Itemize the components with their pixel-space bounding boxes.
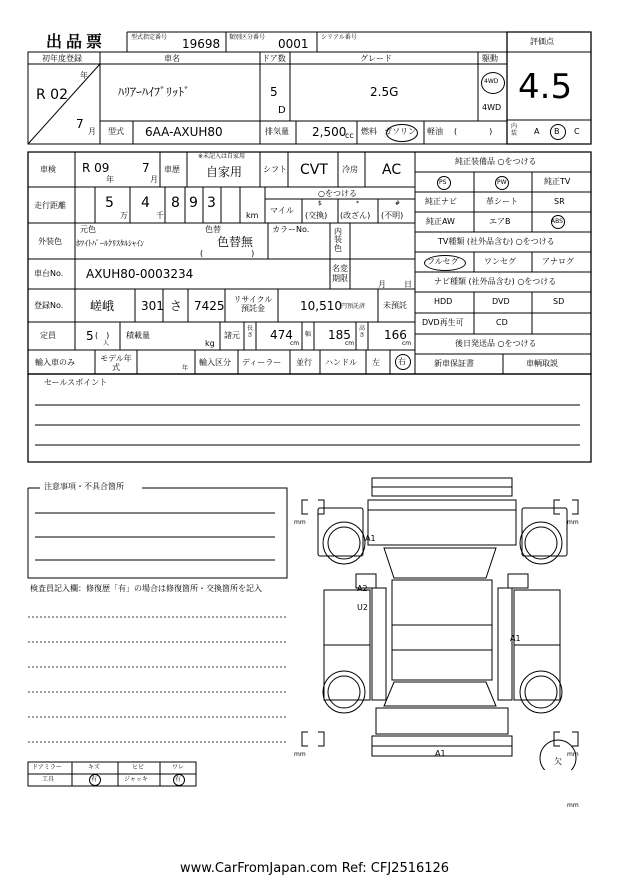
fuel-value: ガソリン bbox=[384, 127, 416, 136]
unknown-label: (不明) bbox=[381, 211, 404, 220]
height-unit: cm bbox=[402, 340, 412, 347]
model-cert-label: 型式指定番号 bbox=[131, 34, 168, 41]
tv-fullseg: フルセグ bbox=[427, 257, 459, 266]
diagram-mm-rl: mm bbox=[294, 751, 306, 758]
inspection-year: R 09 bbox=[82, 161, 110, 175]
width-unit: cm bbox=[345, 340, 355, 347]
notes-label: 注意事項・不具合箇所 bbox=[44, 482, 124, 491]
inspection-label: 車検 bbox=[40, 165, 56, 174]
later-shipment-title: 後日発送品 ○をつける bbox=[455, 339, 537, 348]
chassis-label: 車台No. bbox=[34, 269, 64, 278]
ac-label: 冷房 bbox=[342, 165, 358, 174]
tv-analog: アナログ bbox=[542, 257, 574, 266]
car-name-label: 車名 bbox=[164, 54, 180, 63]
diesel-label: 軽油 bbox=[427, 127, 443, 136]
navi-dvd: DVD bbox=[492, 297, 510, 306]
handle-left: 左 bbox=[372, 358, 380, 367]
width-label: 幅 bbox=[305, 331, 312, 338]
inspector-label: 検査員記入欄：修復歴「有」の場合は修復箇所・交換箇所を記入 bbox=[30, 584, 262, 593]
equip-pw: PW bbox=[497, 179, 507, 186]
recycle-unit: 円預託済 bbox=[341, 303, 366, 310]
navi-hdd: HDD bbox=[434, 297, 453, 306]
chassis-no: AXUH80-0003234 bbox=[86, 267, 194, 281]
mileage-unit-km: km bbox=[246, 211, 259, 220]
fuel-label: 燃料 bbox=[361, 127, 377, 136]
grade: 2.5G bbox=[370, 85, 399, 99]
capacity-label: 定員 bbox=[40, 331, 56, 340]
doors-label: ドア数 bbox=[262, 54, 286, 63]
grade-label: グレード bbox=[360, 54, 392, 63]
model-year-label: モデル年式 bbox=[100, 354, 132, 373]
evaluation-score: 4.5 bbox=[518, 67, 573, 107]
ac-value: AC bbox=[382, 162, 402, 178]
equip-leather-seat: 革シート bbox=[486, 197, 518, 206]
later-manual: 車輌取説 bbox=[526, 359, 558, 368]
spare-missing-mark: 欠 bbox=[554, 757, 562, 766]
length-unit: cm bbox=[290, 340, 300, 347]
tools-tool-value: 有 bbox=[91, 776, 98, 783]
sales-point-label: セールスポイント bbox=[44, 378, 108, 387]
handle-right: 右 bbox=[398, 357, 406, 366]
color-label: 外装色 bbox=[38, 237, 62, 246]
drive-other: 4WD bbox=[482, 103, 502, 112]
first-reg-label: 初年度登録 bbox=[42, 54, 82, 63]
later-warranty: 新車保証書 bbox=[434, 359, 474, 368]
damage-mark-5: A1 bbox=[435, 749, 446, 758]
interior-a: A bbox=[534, 127, 540, 136]
import-label: 輸入車のみ bbox=[35, 358, 75, 367]
equip-abs: ABS bbox=[551, 218, 563, 225]
tools-crack: ヒビ bbox=[132, 764, 145, 771]
first-reg-month: 7 bbox=[76, 117, 84, 131]
footer-reference: www.CarFromJapan.com Ref: CFJ2516126 bbox=[180, 861, 450, 876]
damage-mark-4: A1 bbox=[510, 634, 521, 643]
form-title: 出品票 bbox=[46, 32, 107, 51]
tv-oneseg: ワンセグ bbox=[484, 257, 516, 266]
recycle-unpaid: 未預託 bbox=[383, 301, 407, 310]
capacity-value: 5 bbox=[86, 329, 94, 343]
load-label: 積載量 bbox=[126, 331, 150, 340]
first-reg-year: R 02 bbox=[36, 87, 68, 103]
car-name: ﾊﾘｱｰﾊｲﾌﾞﾘｯﾄﾞ bbox=[118, 85, 191, 99]
equip-genuine-aw: 純正AW bbox=[426, 217, 455, 226]
damage-mark-3: U2 bbox=[357, 603, 368, 612]
length-label: 長さ bbox=[247, 325, 254, 339]
drive-label: 駆動 bbox=[482, 54, 498, 63]
capacity-paren: ( ) bbox=[95, 331, 110, 340]
interior-b: B bbox=[554, 127, 560, 136]
shift-label: シフト bbox=[263, 165, 287, 174]
class-label: 類別区分番号 bbox=[229, 34, 266, 41]
navi-cd: CD bbox=[496, 318, 508, 327]
mileage-digit-5: 3 bbox=[207, 195, 216, 211]
history-label: 車歴 bbox=[164, 165, 180, 174]
shift-value: CVT bbox=[300, 162, 328, 178]
model-year-unit: 年 bbox=[182, 365, 189, 372]
mileage-digit-4: 9 bbox=[189, 195, 198, 211]
diagram-mm-rr: mm bbox=[567, 751, 579, 758]
mileage-circle-note: ○をつける bbox=[318, 189, 357, 198]
navi-type-title: ナビ種類 (社外品含む) ○をつける bbox=[434, 277, 557, 286]
model-label: 型式 bbox=[108, 127, 124, 136]
inspection-year-unit: 年 bbox=[106, 175, 114, 184]
doors-type: D bbox=[278, 105, 286, 116]
name-change-month: 月 bbox=[378, 280, 386, 289]
first-reg-month-unit: 月 bbox=[88, 127, 96, 136]
navi-sd: SD bbox=[553, 297, 565, 306]
diagram-mm-fl: mm bbox=[294, 519, 306, 526]
color-no-label: カラーNo. bbox=[272, 225, 310, 234]
displacement: 2,500 bbox=[312, 125, 347, 139]
diesel-bracket: ( ) bbox=[454, 127, 493, 136]
color-change-bracket: ( ) bbox=[200, 249, 255, 258]
mileage-unit-mile: マイル bbox=[270, 206, 294, 215]
interior-c: C bbox=[574, 127, 580, 136]
cc-unit: cc bbox=[345, 131, 354, 140]
orig-color-label: 元色 bbox=[80, 225, 96, 234]
height-label: 高さ bbox=[359, 325, 366, 339]
load-unit: kg bbox=[205, 339, 215, 348]
handle-label: ハンドル bbox=[325, 358, 357, 367]
diagram-mm-fr: mm bbox=[567, 519, 579, 526]
orig-color: ﾎﾜｲﾄﾊﾟｰﾙｸﾘｽﾀﾙｼｬｲﾝ bbox=[76, 239, 144, 248]
navi-dvd-play: DVD再生可 bbox=[422, 318, 464, 327]
inspection-month-unit: 月 bbox=[150, 175, 158, 184]
score-label: 評価点 bbox=[530, 37, 554, 46]
tools-break: ワレ bbox=[172, 764, 185, 771]
name-change-label: 名変期限 bbox=[332, 264, 348, 283]
serial-label: シリアル番号 bbox=[321, 34, 357, 41]
model-cert-no: 19698 bbox=[182, 37, 221, 51]
plate-area: 嵯峨 bbox=[90, 299, 115, 313]
doors-count: 5 bbox=[270, 85, 278, 99]
length-value: 474 bbox=[270, 328, 293, 342]
equip-genuine-navi: 純正ナビ bbox=[425, 197, 457, 206]
interior-label: 内装 bbox=[511, 123, 518, 137]
model-code: 6AA-AXUH80 bbox=[145, 125, 223, 139]
mileage-digit-3: 8 bbox=[171, 195, 180, 211]
equip-airbag: エアB bbox=[489, 217, 511, 226]
mileage-unit-man: 万 bbox=[120, 211, 128, 220]
damage-mark-2: A2 bbox=[357, 584, 368, 593]
unknown-mark: # bbox=[395, 200, 401, 207]
displacement-label: 排気量 bbox=[265, 127, 289, 136]
mileage-digit-2: 4 bbox=[141, 195, 150, 211]
tamper-label: (改ざん) bbox=[340, 211, 371, 220]
tools-jack-label: ジャッキ bbox=[124, 776, 148, 783]
width-value: 185 bbox=[328, 328, 351, 342]
inspection-month: 7 bbox=[142, 161, 150, 175]
exchange-label: (交換) bbox=[305, 211, 328, 220]
equip-genuine-tv: 純正TV bbox=[544, 177, 571, 186]
mileage-digit-1: 5 bbox=[105, 195, 114, 211]
tools-tool-label: 工具 bbox=[42, 776, 55, 783]
capacity-unit: 人 bbox=[103, 340, 110, 347]
name-change-day: 日 bbox=[404, 280, 412, 289]
history-note: ※未記入は自家用 bbox=[198, 153, 246, 160]
plate-number: 7425 bbox=[194, 299, 225, 313]
plate-class: 301 bbox=[141, 299, 164, 313]
genuine-equip-title: 純正装備品 ○をつける bbox=[455, 157, 537, 166]
diagram-mm-spare: mm bbox=[567, 802, 579, 809]
tools-door-mirror: ドアミラー bbox=[32, 764, 62, 771]
color-change-label: 色替 bbox=[205, 225, 221, 234]
import-parallel: 並行 bbox=[296, 358, 312, 367]
exchange-mark: $ bbox=[318, 200, 322, 207]
damage-mark-1: A1 bbox=[365, 534, 376, 543]
color-change-value: 色替無 bbox=[217, 235, 254, 249]
history-value: 自家用 bbox=[206, 165, 243, 179]
first-reg-year-unit: 年 bbox=[80, 71, 88, 80]
recycle-amount: 10,510 bbox=[300, 299, 342, 313]
tv-type-title: TV種類 (社外品含む) ○をつける bbox=[438, 237, 555, 246]
class-no: 0001 bbox=[278, 37, 309, 51]
dims-label: 諸元 bbox=[224, 331, 240, 340]
import-dealer: ディーラー bbox=[242, 358, 282, 367]
mileage-unit-sen: 千 bbox=[156, 211, 164, 220]
tools-scratch: キズ bbox=[88, 764, 100, 771]
height-value: 166 bbox=[384, 328, 407, 342]
equip-sunroof: SR bbox=[554, 197, 565, 206]
mileage-label: 走行距離 bbox=[34, 201, 66, 210]
drive-circled: 4WD bbox=[484, 78, 499, 85]
recycle-label: リサイクル預託金 bbox=[233, 295, 273, 313]
plate-kana: さ bbox=[170, 299, 183, 313]
tamper-mark: * bbox=[356, 200, 359, 207]
interior-color-label: 内装色 bbox=[334, 227, 342, 253]
car-damage-diagram bbox=[296, 470, 596, 770]
tools-jack-value: 有 bbox=[175, 776, 182, 783]
equip-ps: PS bbox=[439, 179, 447, 186]
plate-label: 登録No. bbox=[34, 301, 64, 310]
import-type-label: 輸入区分 bbox=[199, 358, 231, 367]
